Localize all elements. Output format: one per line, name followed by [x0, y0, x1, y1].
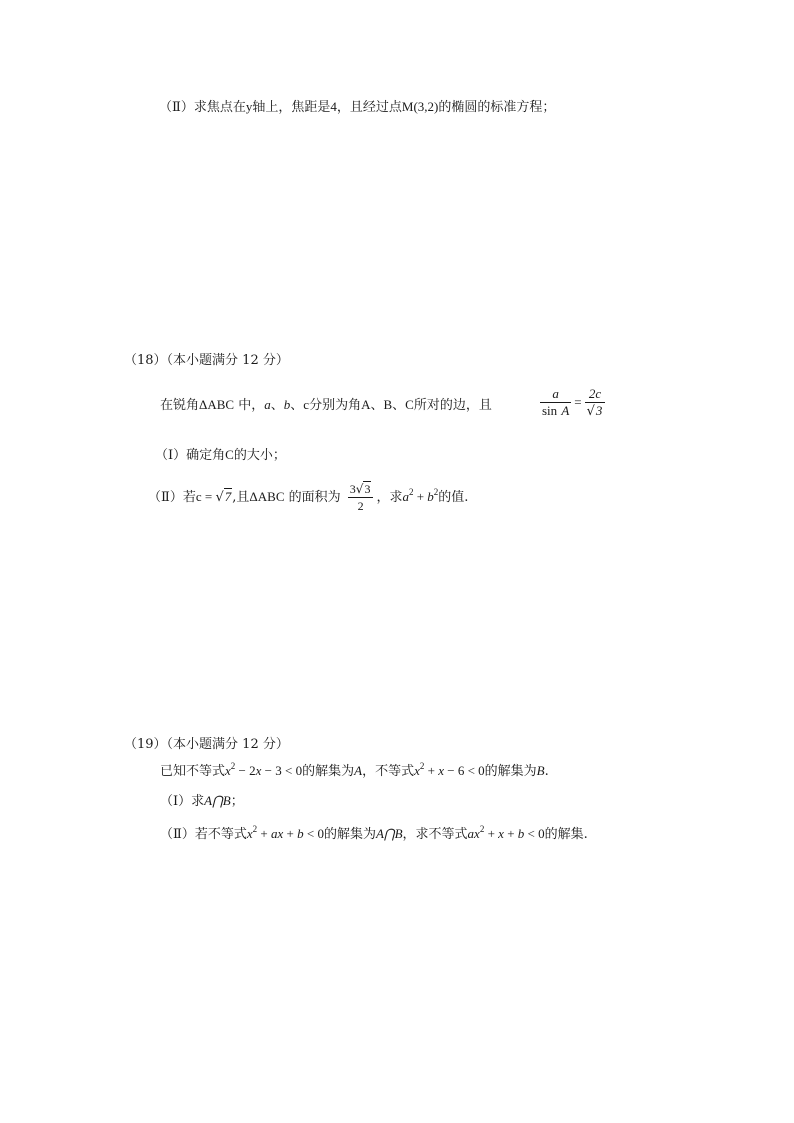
part-label: （Ⅱ）: [160, 827, 195, 842]
q18-ratio-formula: $\frac{a}{\text{sin A}}$ = $\frac{2c}{√3}$: [537, 386, 608, 420]
q18-part1: （Ⅰ）确定角C的大小；: [155, 447, 286, 463]
sqrt-7: √7: [215, 489, 232, 505]
fraction-a-over-sinA: $\frac{a}{\text{sin A}}$: [542, 386, 570, 418]
q17-part2: （Ⅱ）求焦点在y轴上，焦距是4，且经过点M(3,2)的椭圆的标准方程；: [159, 99, 556, 115]
sqrt-sign-icon: √: [586, 404, 595, 419]
q19-part1: （Ⅰ）求A⋂B；: [160, 793, 244, 809]
part-label: （Ⅱ）: [148, 490, 183, 505]
q19-part2: （Ⅱ）若不等式$x^2$ + ax + b < 0的解集为A⋂B，求不等式$ax^2 + x + b < 0$的解集.: [160, 824, 588, 842]
part-label: （Ⅰ）: [155, 448, 187, 463]
sqrt-sign-icon: √: [215, 490, 224, 505]
q19-header: （19）（本小题满分 12 分）: [124, 737, 289, 752]
sqrt-sign-icon: √: [355, 482, 364, 496]
fraction-2c-over-sqrt3: $\frac{2c}{√3}$: [585, 386, 606, 420]
fraction-area: $\frac{3√3}{2}$: [348, 481, 374, 514]
q18-stem: 在锐角ΔABC 中，a、b、c分别为角A、B、C所对的边，且: [160, 397, 492, 413]
point-m: M(3,2): [401, 99, 439, 114]
q18-header: （18）（本小题满分 12 分）: [124, 353, 289, 368]
q18-part2: （Ⅱ）若c = √7,且ΔABC 的面积为 $\frac{3√3}{2}$ ，求$a^2 + b^2$的值.: [148, 482, 469, 513]
q19-stem: 已知不等式$x^2 - 2x - 3 < 0$的解集为A，不等式$x^2 + x - 6 < 0$的解集为B.: [160, 761, 549, 779]
part-label: （Ⅰ）: [160, 794, 192, 809]
part-label: （Ⅱ）: [159, 100, 194, 115]
